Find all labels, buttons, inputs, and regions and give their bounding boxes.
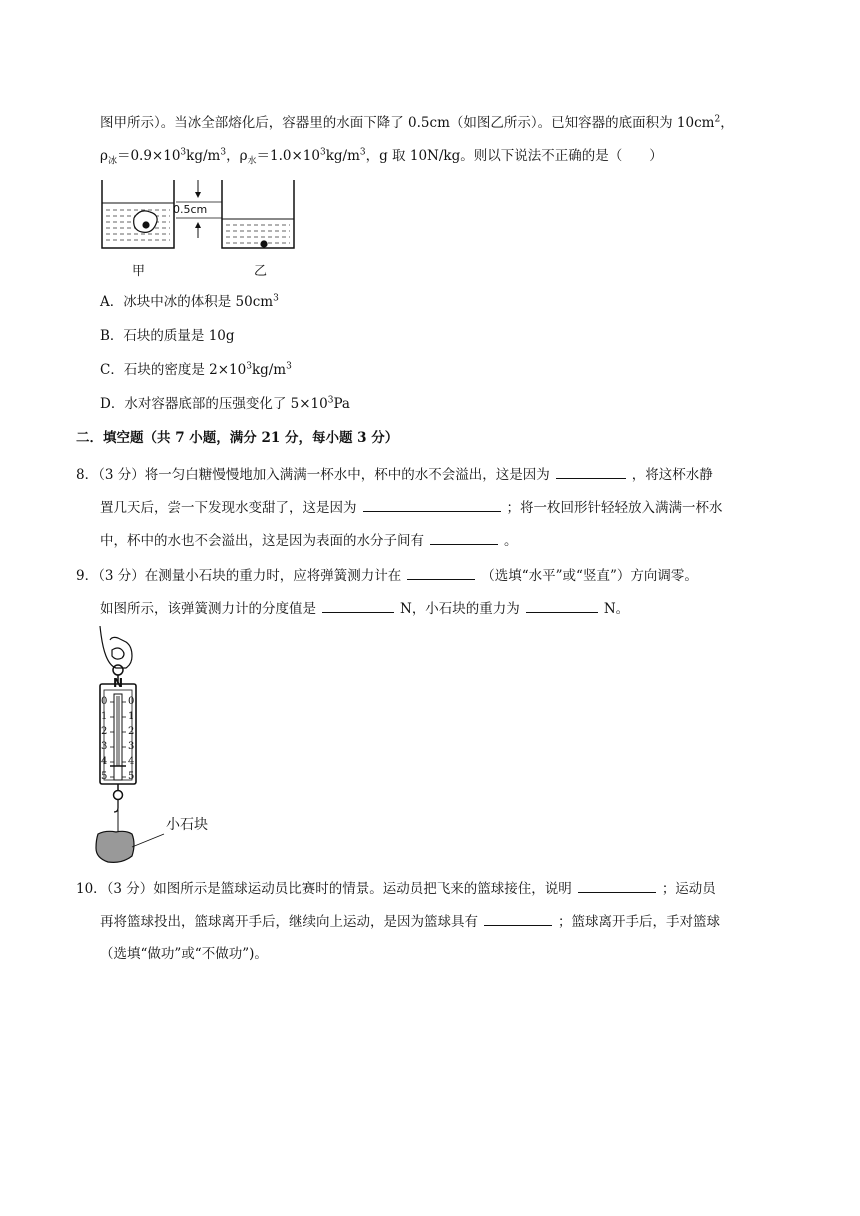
q7-stem-line-2: $\rho_冰=0.9\times 10^3kg/m^3$，$\rho_水=1.0\times 10^3kg/m^3$，g 取 10N/kg。则以下说法不正确的是（ ）	[100, 147, 663, 167]
q8-line-2: 置几天后，尝一下发现水变甜了，这是因为 ；将一枚回形针轻轻放入满满一杯水	[100, 497, 723, 518]
stone-in-ice	[142, 221, 149, 228]
q8-blank-1[interactable]	[556, 464, 626, 479]
q9-line-2: 如图所示，该弹簧测力计的分度值是 N，小石块的重力为 N。	[100, 598, 629, 619]
q10-blank-1[interactable]	[578, 878, 656, 893]
q9-blank-1[interactable]	[407, 565, 475, 580]
q8-line-1: 8．（3 分）将一匀白糖慢慢地加入满满一杯水中，杯中的水不会溢出，这是因为 ，将这杯水静	[76, 464, 713, 485]
q9-blank-2[interactable]	[322, 598, 394, 613]
stone-label: 小石块	[166, 817, 208, 833]
option-d: D．水对容器底部的压强变化了 $5\times 10^3Pa$	[100, 395, 350, 412]
q8-line-3: 中，杯中的水也不会溢出，这是因为表面的水分子间有 。	[100, 530, 518, 551]
stone-at-bottom	[260, 240, 267, 247]
hand-icon	[100, 626, 132, 668]
q7-stem-line-1: 图甲所示）。当冰全部熔化后，容器里的水面下降了 0.5cm（如图乙所示）。已知容器的底面积为 $10cm^2$，	[100, 114, 734, 131]
q10-line-2: 再将篮球投出，篮球离开手后，继续向上运动，是因为篮球具有 ；篮球离开手后，手对篮球	[100, 911, 720, 932]
section-heading: 二．填空题（共 7 小题，满分 21 分，每小题 3 分）	[76, 430, 399, 446]
q10-blank-2[interactable]	[484, 911, 552, 926]
scale-left-ticks: 0 1 2 3 4 5	[101, 696, 108, 782]
ice-container-figure	[98, 178, 298, 284]
container-yi	[222, 180, 294, 248]
q10-line-1: 10．（3 分）如图所示是篮球运动员比赛时的情景。运动员把飞来的篮球接住，说明 ；运动员	[76, 878, 716, 899]
q8-blank-3[interactable]	[430, 530, 498, 545]
q8-blank-2[interactable]	[363, 497, 501, 512]
scale-right-ticks: 0 1 2 3 4 5	[128, 696, 135, 782]
small-stone-shape	[96, 831, 134, 862]
q9-line-1: 9．（3 分）在测量小石块的重力时，应将弹簧测力计在 （选填“水平”或“竖直”）方向调零。	[76, 565, 698, 586]
q9-blank-3[interactable]	[526, 598, 598, 613]
gap-label: 0.5cm	[173, 203, 208, 216]
option-b: B．石块的质量是 10g	[100, 328, 235, 344]
option-c: C．石块的密度是 $2\times 10^3kg/m^3$	[100, 361, 292, 378]
scale-unit-label: N	[113, 676, 124, 690]
figure-label-yi: 乙	[254, 264, 268, 279]
figure-label-jia: 甲	[132, 264, 146, 279]
option-a: A．冰块中冰的体积是 $50cm^3$	[100, 293, 279, 310]
container-jia	[102, 180, 174, 248]
q10-line-3: （选填“做功”或“不做功”)。	[100, 946, 268, 962]
